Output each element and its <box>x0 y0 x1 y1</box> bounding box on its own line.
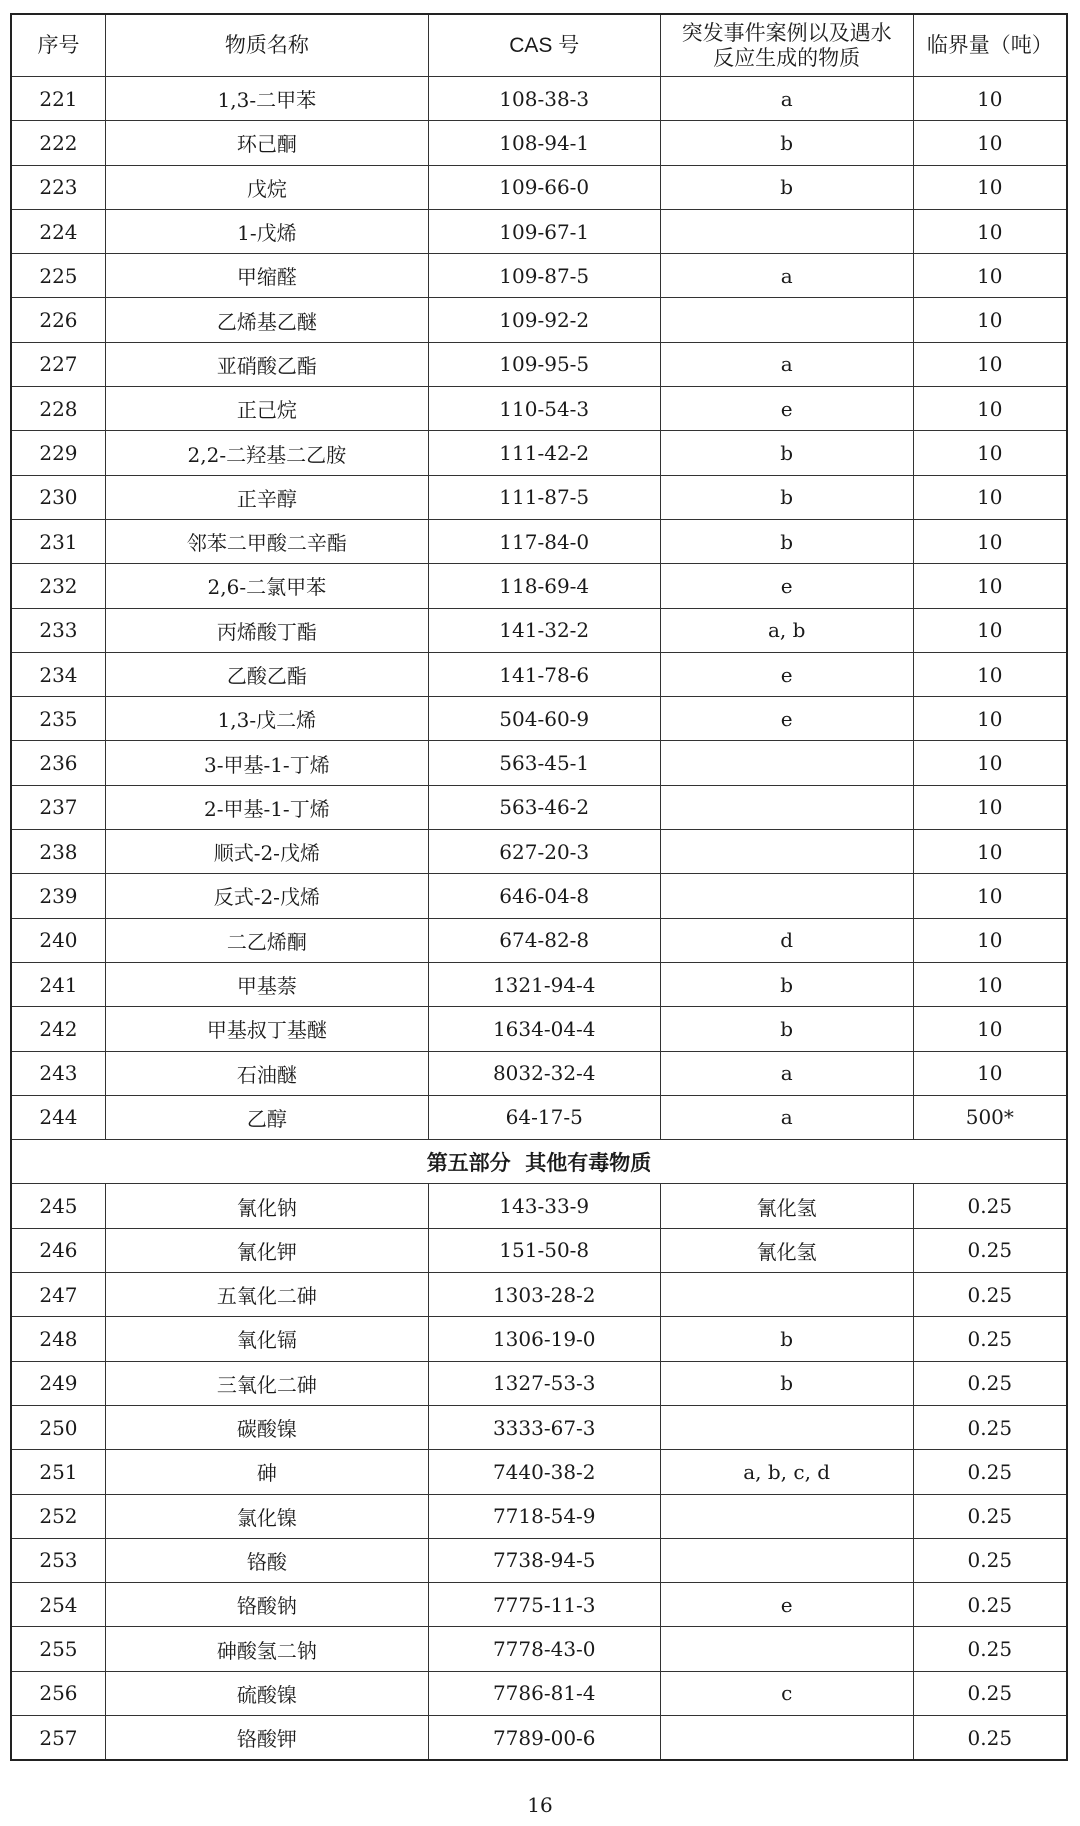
cell-cas-number: 141-78-6 <box>428 652 660 696</box>
cell-substance-name: 氯化镍 <box>105 1494 428 1538</box>
cell-index: 245 <box>11 1184 105 1228</box>
cell-cas-number: 143-33-9 <box>428 1184 660 1228</box>
cell-threshold: 10 <box>913 741 1067 785</box>
cell-threshold: 0.25 <box>913 1671 1067 1715</box>
cell-reaction-products <box>660 1715 913 1760</box>
cell-reaction-products: c <box>660 1671 913 1715</box>
cell-substance-name: 氰化钾 <box>105 1228 428 1272</box>
section-title: 第五部分 其他有毒物质 <box>11 1140 1067 1184</box>
cell-substance-name: 铬酸 <box>105 1538 428 1582</box>
cell-reaction-products: a <box>660 342 913 386</box>
table-row <box>11 874 1067 918</box>
cell-reaction-products <box>660 1405 913 1449</box>
table-row <box>11 785 1067 829</box>
cell-index: 246 <box>11 1228 105 1272</box>
cell-reaction-products: b <box>660 1007 913 1051</box>
cell-cas-number: 7778-43-0 <box>428 1627 660 1671</box>
table-row <box>11 1184 1067 1228</box>
cell-index: 255 <box>11 1627 105 1671</box>
table-row <box>11 1273 1067 1317</box>
cell-cas-number: 7738-94-5 <box>428 1538 660 1582</box>
cell-cas-number: 504-60-9 <box>428 697 660 741</box>
cell-cas-number: 7789-00-6 <box>428 1715 660 1760</box>
cell-index: 229 <box>11 431 105 475</box>
cell-reaction-products: b <box>660 962 913 1006</box>
cell-cas-number: 8032-32-4 <box>428 1051 660 1095</box>
cell-cas-number: 3333-67-3 <box>428 1405 660 1449</box>
cell-index: 227 <box>11 342 105 386</box>
table-row <box>11 1007 1067 1051</box>
header-index: 序号 <box>11 14 105 77</box>
cell-cas-number: 1306-19-0 <box>428 1317 660 1361</box>
cell-substance-name: 甲基萘 <box>105 962 428 1006</box>
table-row <box>11 1627 1067 1671</box>
table-row <box>11 475 1067 519</box>
cell-index: 254 <box>11 1583 105 1627</box>
cell-substance-name: 3-甲基-1-丁烯 <box>105 741 428 785</box>
cell-reaction-products: e <box>660 697 913 741</box>
cell-reaction-products: b <box>660 121 913 165</box>
cell-threshold: 10 <box>913 608 1067 652</box>
table-row <box>11 1317 1067 1361</box>
cell-cas-number: 110-54-3 <box>428 387 660 431</box>
cell-cas-number: 7718-54-9 <box>428 1494 660 1538</box>
cell-reaction-products: b <box>660 1361 913 1405</box>
cell-cas-number: 674-82-8 <box>428 918 660 962</box>
cell-substance-name: 砷酸氢二钠 <box>105 1627 428 1671</box>
cell-threshold: 10 <box>913 918 1067 962</box>
cell-substance-name: 五氧化二砷 <box>105 1273 428 1317</box>
cell-index: 233 <box>11 608 105 652</box>
cell-reaction-products: a <box>660 254 913 298</box>
cell-substance-name: 乙烯基乙醚 <box>105 298 428 342</box>
cell-substance-name: 甲基叔丁基醚 <box>105 1007 428 1051</box>
cell-reaction-products <box>660 1273 913 1317</box>
cell-index: 223 <box>11 165 105 209</box>
cell-substance-name: 正己烷 <box>105 387 428 431</box>
cell-threshold: 0.25 <box>913 1228 1067 1272</box>
cell-reaction-products <box>660 830 913 874</box>
cell-cas-number: 64-17-5 <box>428 1095 660 1139</box>
table-row <box>11 254 1067 298</box>
cell-reaction-products: e <box>660 564 913 608</box>
cell-threshold: 10 <box>913 165 1067 209</box>
cell-substance-name: 1,3-戊二烯 <box>105 697 428 741</box>
cell-index: 221 <box>11 77 105 121</box>
table-row <box>11 697 1067 741</box>
header-threshold-tons: 临界量（吨） <box>913 14 1067 77</box>
cell-cas-number: 109-95-5 <box>428 342 660 386</box>
table-row <box>11 1095 1067 1139</box>
cell-reaction-products: a <box>660 77 913 121</box>
cell-cas-number: 7786-81-4 <box>428 1671 660 1715</box>
cell-index: 225 <box>11 254 105 298</box>
cell-threshold: 0.25 <box>913 1361 1067 1405</box>
cell-reaction-products <box>660 1494 913 1538</box>
cell-reaction-products: d <box>660 918 913 962</box>
page-number: 16 <box>527 1793 553 1817</box>
cell-threshold: 10 <box>913 519 1067 563</box>
cell-substance-name: 二乙烯酮 <box>105 918 428 962</box>
cell-reaction-products <box>660 209 913 253</box>
cell-cas-number: 109-92-2 <box>428 298 660 342</box>
cell-threshold: 0.25 <box>913 1583 1067 1627</box>
cell-threshold: 10 <box>913 874 1067 918</box>
table-row <box>11 298 1067 342</box>
cell-index: 239 <box>11 874 105 918</box>
cell-reaction-products: 氰化氢 <box>660 1228 913 1272</box>
cell-index: 234 <box>11 652 105 696</box>
cell-threshold: 0.25 <box>913 1627 1067 1671</box>
cell-threshold: 10 <box>913 962 1067 1006</box>
cell-cas-number: 111-42-2 <box>428 431 660 475</box>
cell-reaction-products: a <box>660 1095 913 1139</box>
cell-reaction-products: b <box>660 519 913 563</box>
cell-cas-number: 7440-38-2 <box>428 1450 660 1494</box>
cell-substance-name: 正辛醇 <box>105 475 428 519</box>
cell-threshold: 10 <box>913 298 1067 342</box>
cell-threshold: 0.25 <box>913 1273 1067 1317</box>
cell-index: 256 <box>11 1671 105 1715</box>
cell-substance-name: 乙酸乙酯 <box>105 652 428 696</box>
table-row <box>11 387 1067 431</box>
cell-threshold: 0.25 <box>913 1715 1067 1760</box>
cell-cas-number: 1321-94-4 <box>428 962 660 1006</box>
cell-reaction-products <box>660 1627 913 1671</box>
cell-reaction-products: b <box>660 475 913 519</box>
header-substance-name: 物质名称 <box>105 14 428 77</box>
cell-index: 232 <box>11 564 105 608</box>
table-row <box>11 962 1067 1006</box>
cell-threshold: 10 <box>913 254 1067 298</box>
table-row <box>11 1228 1067 1272</box>
cell-substance-name: 石油醚 <box>105 1051 428 1095</box>
cell-cas-number: 117-84-0 <box>428 519 660 563</box>
cell-reaction-products <box>660 785 913 829</box>
cell-index: 226 <box>11 298 105 342</box>
table-row <box>11 1583 1067 1627</box>
cell-threshold: 0.25 <box>913 1184 1067 1228</box>
cell-index: 251 <box>11 1450 105 1494</box>
table-row <box>11 564 1067 608</box>
cell-threshold: 10 <box>913 342 1067 386</box>
table-row <box>11 209 1067 253</box>
cell-threshold: 10 <box>913 785 1067 829</box>
cell-index: 257 <box>11 1715 105 1760</box>
cell-index: 247 <box>11 1273 105 1317</box>
cell-reaction-products: a, b, c, d <box>660 1450 913 1494</box>
table-row <box>11 741 1067 785</box>
cell-threshold: 10 <box>913 1051 1067 1095</box>
cell-threshold: 10 <box>913 564 1067 608</box>
cell-threshold: 10 <box>913 77 1067 121</box>
cell-cas-number: 118-69-4 <box>428 564 660 608</box>
cell-substance-name: 亚硝酸乙酯 <box>105 342 428 386</box>
header-row <box>11 14 1067 77</box>
cell-index: 236 <box>11 741 105 785</box>
cell-reaction-products: e <box>660 652 913 696</box>
cell-substance-name: 甲缩醛 <box>105 254 428 298</box>
cell-cas-number: 108-94-1 <box>428 121 660 165</box>
substance-table <box>10 13 1068 1761</box>
cell-index: 248 <box>11 1317 105 1361</box>
cell-reaction-products <box>660 741 913 785</box>
table-row <box>11 1361 1067 1405</box>
table-row <box>11 1715 1067 1760</box>
cell-substance-name: 砷 <box>105 1450 428 1494</box>
cell-cas-number: 111-87-5 <box>428 475 660 519</box>
cell-substance-name: 邻苯二甲酸二辛酯 <box>105 519 428 563</box>
cell-reaction-products <box>660 298 913 342</box>
cell-threshold: 10 <box>913 830 1067 874</box>
cell-cas-number: 109-87-5 <box>428 254 660 298</box>
cell-threshold: 0.25 <box>913 1494 1067 1538</box>
cell-index: 241 <box>11 962 105 1006</box>
table-row <box>11 1051 1067 1095</box>
cell-substance-name: 1-戊烯 <box>105 209 428 253</box>
table-row <box>11 77 1067 121</box>
cell-threshold: 10 <box>913 121 1067 165</box>
cell-cas-number: 646-04-8 <box>428 874 660 918</box>
cell-cas-number: 1634-04-4 <box>428 1007 660 1051</box>
cell-threshold: 500* <box>913 1095 1067 1139</box>
cell-reaction-products: e <box>660 387 913 431</box>
cell-index: 249 <box>11 1361 105 1405</box>
cell-substance-name: 三氧化二砷 <box>105 1361 428 1405</box>
cell-index: 243 <box>11 1051 105 1095</box>
table-row <box>11 608 1067 652</box>
cell-cas-number: 1303-28-2 <box>428 1273 660 1317</box>
table-row <box>11 1671 1067 1715</box>
cell-substance-name: 丙烯酸丁酯 <box>105 608 428 652</box>
cell-threshold: 10 <box>913 652 1067 696</box>
cell-cas-number: 7775-11-3 <box>428 1583 660 1627</box>
table-row <box>11 519 1067 563</box>
cell-reaction-products: b <box>660 431 913 475</box>
table-row <box>11 342 1067 386</box>
cell-substance-name: 2,2-二羟基二乙胺 <box>105 431 428 475</box>
cell-index: 237 <box>11 785 105 829</box>
cell-substance-name: 环己酮 <box>105 121 428 165</box>
cell-reaction-products: 氰化氢 <box>660 1184 913 1228</box>
header-incident-reaction-products: 突发事件案例以及遇水反应生成的物质 <box>660 14 913 77</box>
cell-reaction-products: a, b <box>660 608 913 652</box>
table-row <box>11 830 1067 874</box>
cell-cas-number: 563-46-2 <box>428 785 660 829</box>
cell-threshold: 10 <box>913 387 1067 431</box>
cell-cas-number: 141-32-2 <box>428 608 660 652</box>
cell-reaction-products: b <box>660 165 913 209</box>
cell-reaction-products: e <box>660 1583 913 1627</box>
section-row <box>11 1140 1067 1184</box>
cell-substance-name: 顺式-2-戊烯 <box>105 830 428 874</box>
cell-substance-name: 乙醇 <box>105 1095 428 1139</box>
cell-threshold: 10 <box>913 209 1067 253</box>
cell-substance-name: 铬酸钠 <box>105 1583 428 1627</box>
cell-cas-number: 109-66-0 <box>428 165 660 209</box>
cell-substance-name: 1,3-二甲苯 <box>105 77 428 121</box>
cell-cas-number: 563-45-1 <box>428 741 660 785</box>
cell-threshold: 0.25 <box>913 1538 1067 1582</box>
table-row <box>11 918 1067 962</box>
cell-index: 252 <box>11 1494 105 1538</box>
cell-index: 250 <box>11 1405 105 1449</box>
cell-threshold: 0.25 <box>913 1450 1067 1494</box>
cell-substance-name: 氧化镉 <box>105 1317 428 1361</box>
cell-substance-name: 反式-2-戊烯 <box>105 874 428 918</box>
cell-substance-name: 碳酸镍 <box>105 1405 428 1449</box>
cell-substance-name: 硫酸镍 <box>105 1671 428 1715</box>
cell-reaction-products <box>660 1538 913 1582</box>
cell-index: 242 <box>11 1007 105 1051</box>
cell-threshold: 10 <box>913 1007 1067 1051</box>
cell-substance-name: 铬酸钾 <box>105 1715 428 1760</box>
cell-index: 238 <box>11 830 105 874</box>
cell-index: 230 <box>11 475 105 519</box>
cell-index: 228 <box>11 387 105 431</box>
cell-reaction-products: a <box>660 1051 913 1095</box>
table-row <box>11 1538 1067 1582</box>
cell-cas-number: 108-38-3 <box>428 77 660 121</box>
cell-cas-number: 151-50-8 <box>428 1228 660 1272</box>
cell-threshold: 0.25 <box>913 1317 1067 1361</box>
header-cas-number: CAS 号 <box>428 14 660 77</box>
cell-threshold: 10 <box>913 697 1067 741</box>
cell-index: 231 <box>11 519 105 563</box>
cell-index: 224 <box>11 209 105 253</box>
cell-cas-number: 627-20-3 <box>428 830 660 874</box>
table-row <box>11 1405 1067 1449</box>
cell-index: 222 <box>11 121 105 165</box>
table-row <box>11 431 1067 475</box>
cell-index: 235 <box>11 697 105 741</box>
cell-substance-name: 戊烷 <box>105 165 428 209</box>
table-row <box>11 1494 1067 1538</box>
cell-index: 253 <box>11 1538 105 1582</box>
cell-threshold: 10 <box>913 431 1067 475</box>
cell-index: 244 <box>11 1095 105 1139</box>
cell-cas-number: 109-67-1 <box>428 209 660 253</box>
cell-threshold: 10 <box>913 475 1067 519</box>
cell-substance-name: 2-甲基-1-丁烯 <box>105 785 428 829</box>
cell-reaction-products: b <box>660 1317 913 1361</box>
table-row <box>11 1450 1067 1494</box>
cell-cas-number: 1327-53-3 <box>428 1361 660 1405</box>
table-row <box>11 652 1067 696</box>
cell-substance-name: 2,6-二氯甲苯 <box>105 564 428 608</box>
cell-substance-name: 氰化钠 <box>105 1184 428 1228</box>
cell-index: 240 <box>11 918 105 962</box>
table-row <box>11 121 1067 165</box>
cell-threshold: 0.25 <box>913 1405 1067 1449</box>
cell-reaction-products <box>660 874 913 918</box>
table-row <box>11 165 1067 209</box>
